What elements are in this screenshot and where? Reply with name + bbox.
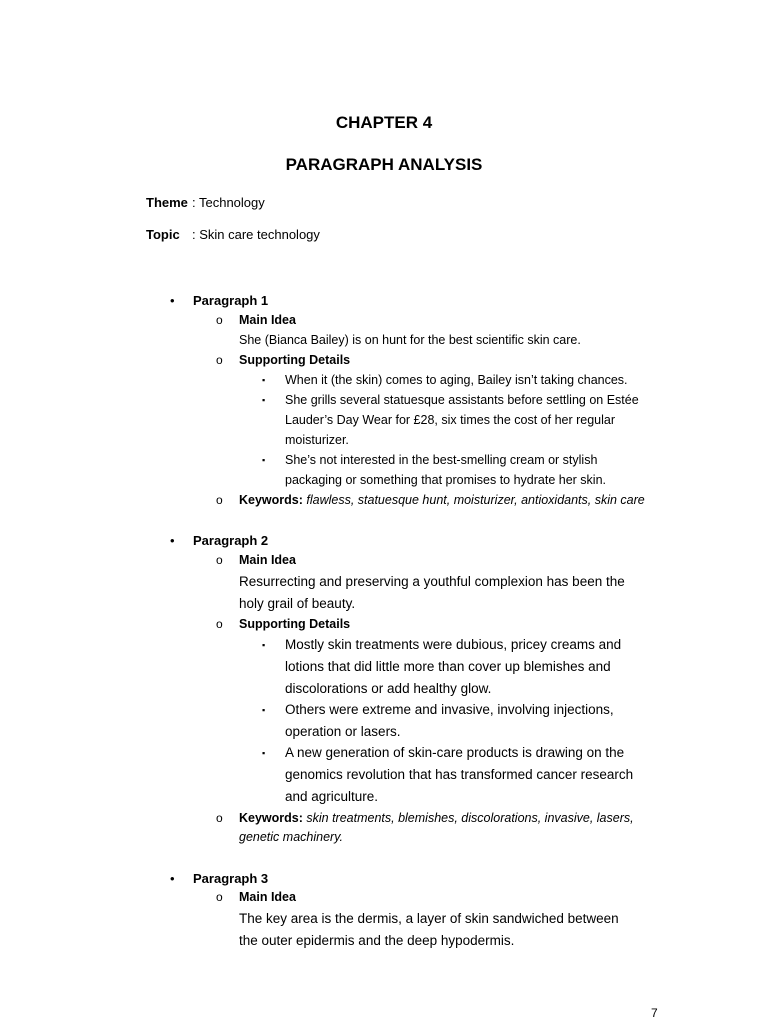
sub-bullet-icon: o xyxy=(216,553,223,567)
keywords-text: genetic machinery. xyxy=(239,830,343,844)
supporting-details-label: Supporting Details xyxy=(239,617,351,631)
keywords-line xyxy=(239,493,645,507)
detail-text: Others were extreme and invasive, involving injections, xyxy=(285,702,614,717)
detail-text: She’s not interested in the best-smelling cream or stylish xyxy=(285,453,598,467)
main-idea-text: She (Bianca Bailey) is on hunt for the best scientific skin care. xyxy=(239,333,581,347)
detail-text: Lauder’s Day Wear for £28, six times the cost of her regular xyxy=(285,413,616,427)
topic-value: : Skin care technology xyxy=(192,227,320,242)
detail-text: lotions that did little more than cover up blemishes and xyxy=(285,659,611,674)
main-idea-text: holy grail of beauty. xyxy=(239,596,356,611)
detail-text: genomics revolution that has transformed cancer research xyxy=(285,767,634,782)
sub-bullet-icon: o xyxy=(216,617,223,631)
detail-text: operation or lasers. xyxy=(285,724,401,739)
square-bullet-icon: ▪ xyxy=(262,395,266,405)
main-idea-text: the outer epidermis and the deep hypodermis. xyxy=(239,933,515,948)
sub-bullet-icon: o xyxy=(216,890,223,904)
keywords-label: Keywords: xyxy=(239,493,303,507)
sub-bullet-icon: o xyxy=(216,313,223,327)
topic-label: Topic xyxy=(146,227,180,242)
bullet-icon: • xyxy=(170,871,175,886)
detail-text: packaging or something that promises to hydrate her skin. xyxy=(285,473,607,487)
theme-value: : Technology xyxy=(192,195,265,210)
bullet-icon: • xyxy=(170,293,175,308)
square-bullet-icon: ▪ xyxy=(262,455,266,465)
square-bullet-icon: ▪ xyxy=(262,375,266,385)
detail-text: discolorations or add healthy glow. xyxy=(285,681,492,696)
main-idea-text: Resurrecting and preserving a youthful complexion has been the xyxy=(239,574,625,589)
main-idea-label: Main Idea xyxy=(239,313,296,327)
sub-bullet-icon: o xyxy=(216,493,223,507)
detail-text: Mostly skin treatments were dubious, pricey creams and xyxy=(285,637,622,652)
main-idea-label: Main Idea xyxy=(239,890,296,904)
sub-bullet-icon: o xyxy=(216,811,223,825)
detail-text: She grills several statuesque assistants before settling on Estée xyxy=(285,393,639,407)
keywords-label: Keywords: xyxy=(239,811,303,825)
supporting-details-label: Supporting Details xyxy=(239,353,351,367)
paragraph-heading: Paragraph 1 xyxy=(193,293,269,308)
sub-bullet-icon: o xyxy=(216,353,223,367)
keywords-text: skin treatments, blemishes, discolorations, invasive, lasers, xyxy=(302,811,634,825)
keywords-line xyxy=(239,811,634,825)
paragraph-heading: Paragraph 2 xyxy=(193,533,269,548)
main-idea-label: Main Idea xyxy=(239,553,296,567)
main-idea-text: The key area is the dermis, a layer of skin sandwiched between xyxy=(239,911,619,926)
bullet-icon: • xyxy=(170,533,175,548)
chapter-title: CHAPTER 4 xyxy=(335,113,433,132)
detail-text: moisturizer. xyxy=(285,433,349,447)
square-bullet-icon: ▪ xyxy=(262,748,266,758)
keywords-text: flawless, statuesque hunt, moisturizer, antioxidants, skin care xyxy=(302,493,645,507)
section-title: PARAGRAPH ANALYSIS xyxy=(285,155,483,174)
paragraph-heading: Paragraph 3 xyxy=(193,871,269,886)
square-bullet-icon: ▪ xyxy=(262,640,266,650)
page-number: 7 xyxy=(651,1006,658,1020)
detail-text: and agriculture. xyxy=(285,789,379,804)
detail-text: When it (the skin) comes to aging, Bailey isn’t taking chances. xyxy=(285,373,628,387)
theme-label: Theme xyxy=(146,195,188,210)
square-bullet-icon: ▪ xyxy=(262,705,266,715)
detail-text: A new generation of skin-care products is drawing on the xyxy=(285,745,625,760)
